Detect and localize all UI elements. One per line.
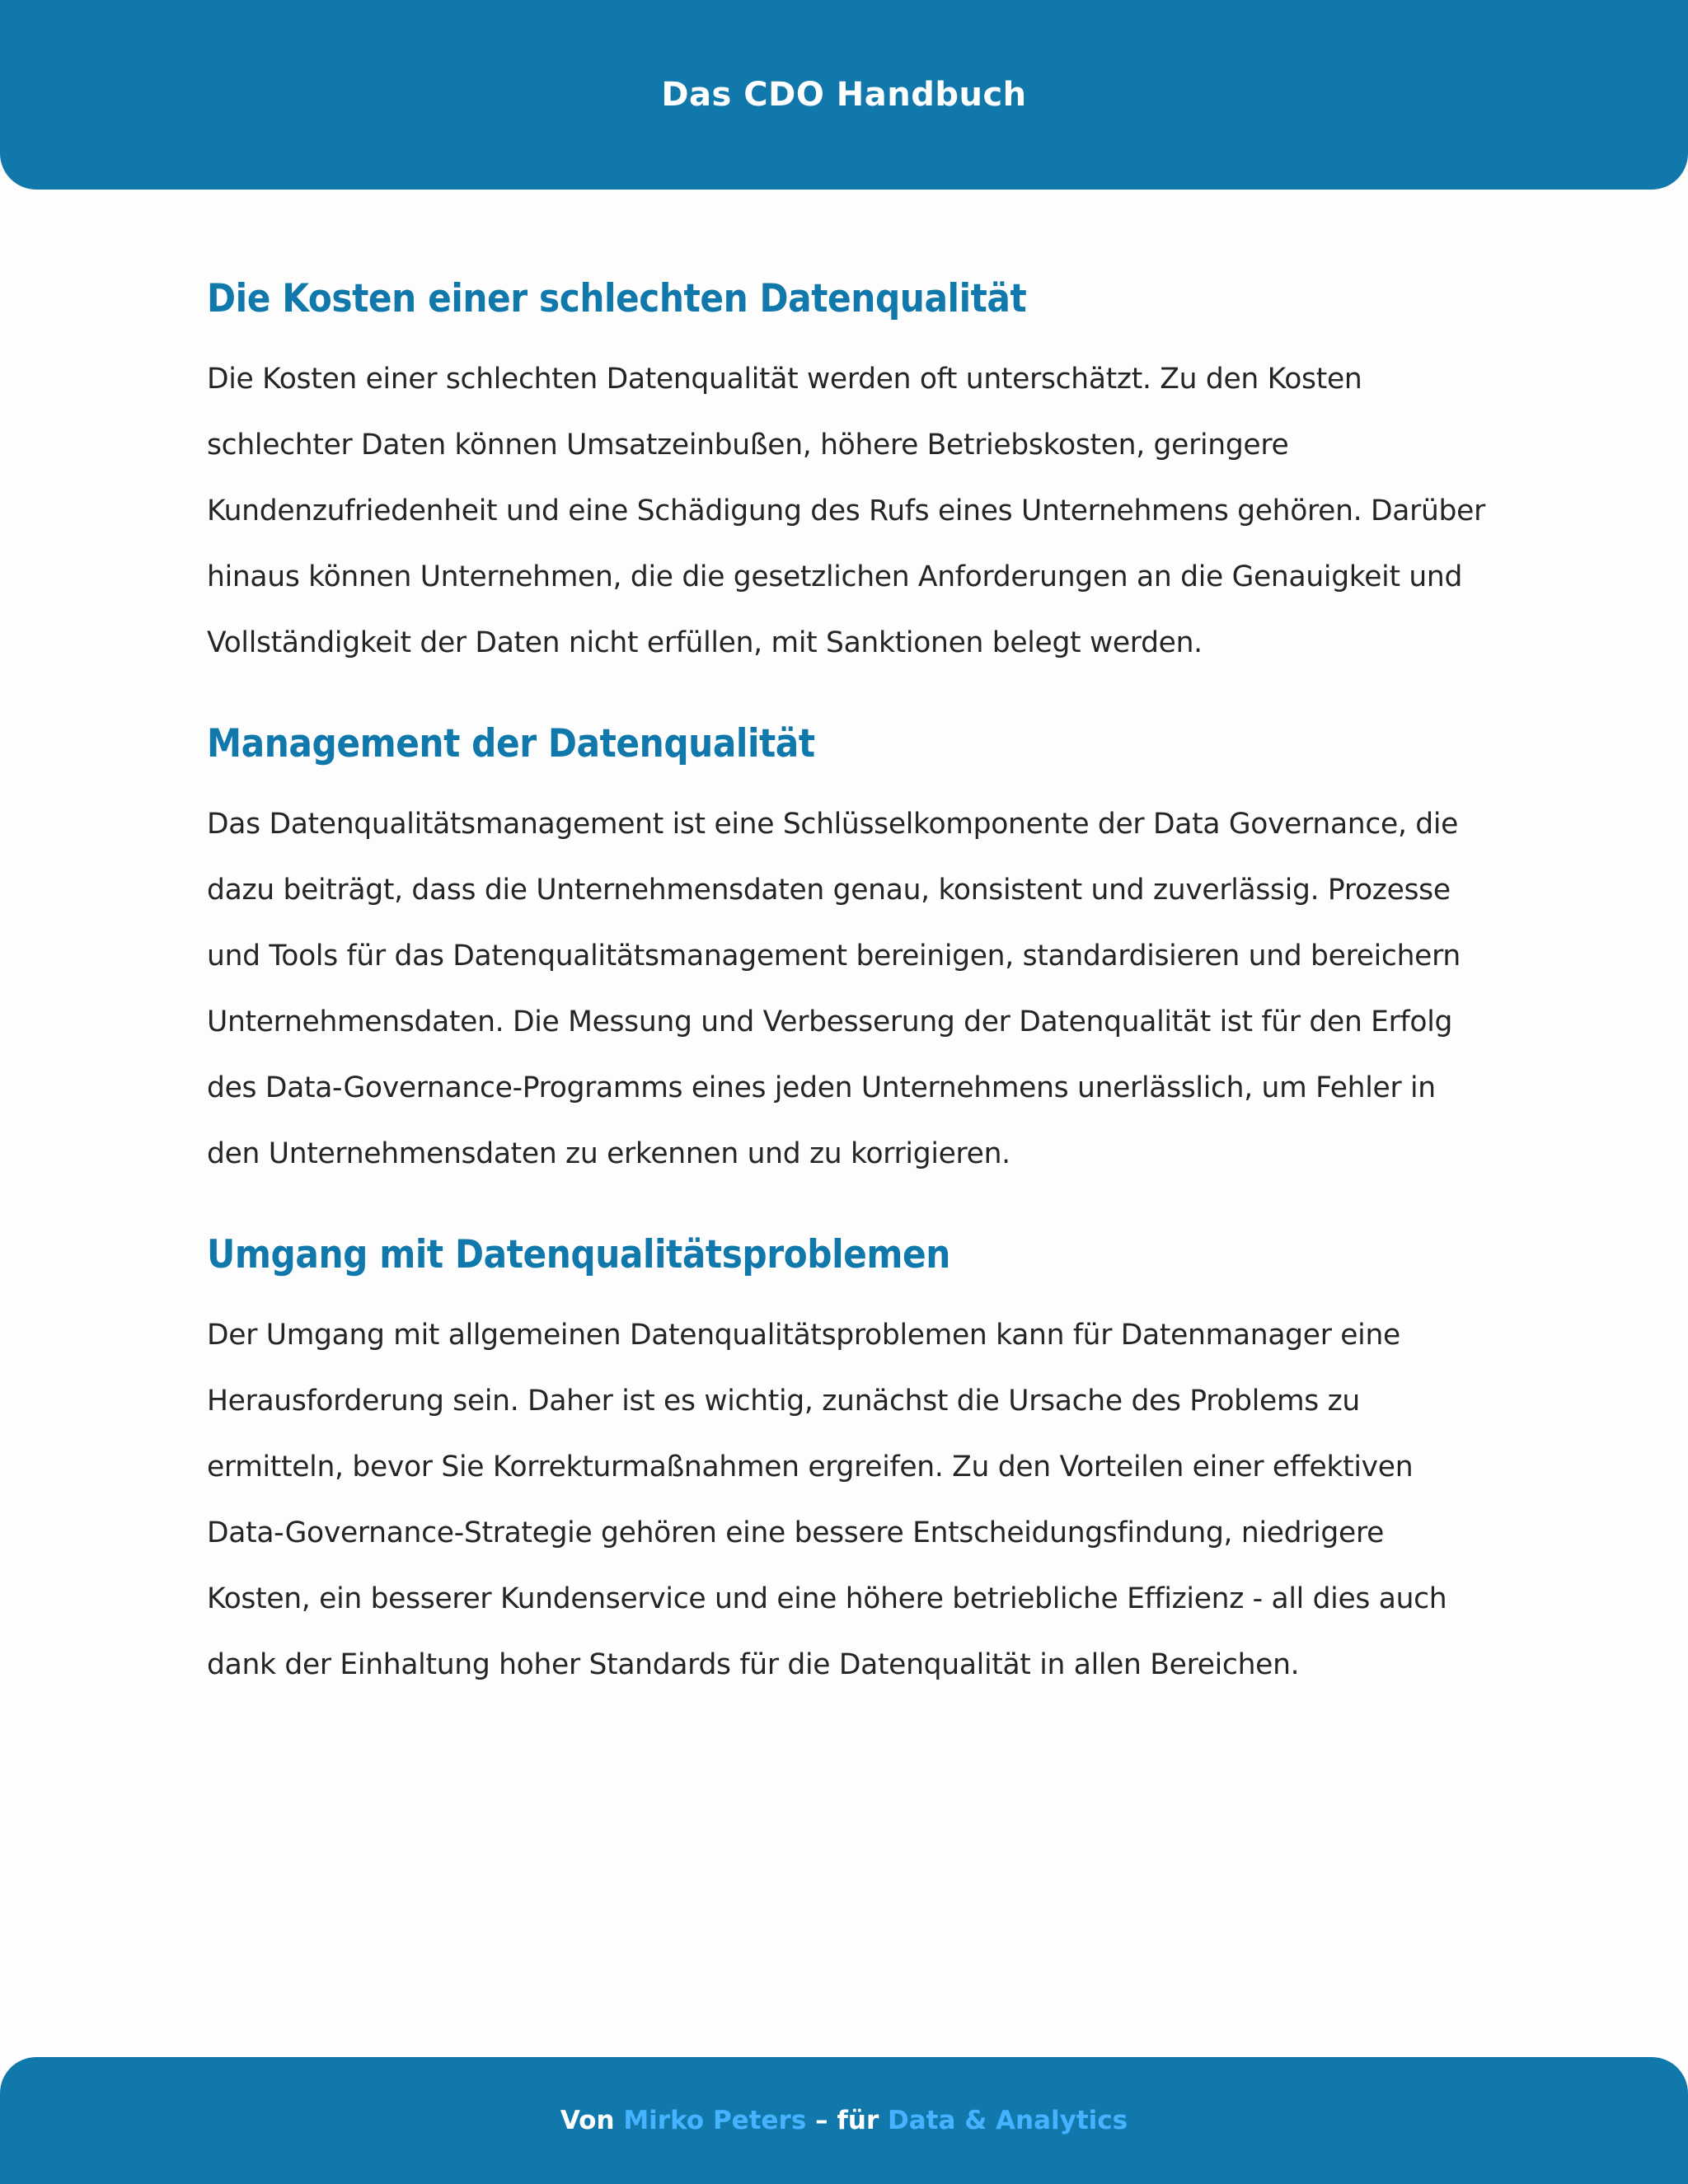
organization-name: Data & Analytics bbox=[888, 2106, 1128, 2135]
credit-prefix: Von bbox=[560, 2106, 615, 2135]
section-kosten-schlechter-datenqualitaet bbox=[207, 262, 1493, 676]
section-heading: Die Kosten einer schlechten Datenqualität bbox=[207, 276, 1027, 321]
author-name: Mirko Peters bbox=[623, 2106, 807, 2135]
section-paragraph: Das Datenqualitätsmanagement ist eine Schlüsselkomponente der Data Governance, die dazu beiträgt, dass die Unternehmensdaten genau, konsistent und zuverlässig. Prozesse und Tools für das Datenqualitätsmanagement bereinigen, standardisieren und bereichern Unternehmensdaten. Die Messung und Verbesserung der Datenqualität ist für den Erfolg des Data-Governance-Programms eines jeden Unternehmens unerlässlich, um Fehler in den Unternehmensdaten zu erkennen und zu korrigieren. bbox=[207, 808, 1461, 1170]
credit-separator: – für bbox=[815, 2106, 879, 2135]
author-credit bbox=[560, 2106, 1128, 2135]
section-paragraph: Die Kosten einer schlechten Datenqualität werden oft unterschätzt. Zu den Kosten schlechter Daten können Umsatzeinbußen, höhere Betriebskosten, geringere Kundenzufriedenheit und eine Schädigung des Rufs eines Unternehmens gehören. Darüber hinaus können Unternehmen, die die gesetzlichen Anforderungen an die Genauigkeit und Vollständigkeit der Daten nicht erfüllen, mit Sanktionen belegt werden. bbox=[207, 363, 1485, 659]
section-management-datenqualitaet bbox=[207, 707, 1493, 1187]
document-title: Das CDO Handbuch bbox=[661, 76, 1027, 114]
section-umgang-datenqualitaetsproblemen bbox=[207, 1218, 1493, 1698]
document-content bbox=[207, 262, 1493, 1729]
section-paragraph: Der Umgang mit allgemeinen Datenqualitätsproblemen kann für Datenmanager eine Herausforderung sein. Daher ist es wichtig, zunächst die Ursache des Problems zu ermitteln, bevor Sie Korrekturmaßnahmen ergreifen. Zu den Vorteilen einer effektiven Data-Governance-Strategie gehören eine bessere Entscheidungsfindung, niedrigere Kosten, ein besserer Kundenservice und eine höhere betriebliche Effizienz - all dies auch dank der Einhaltung hoher Standards für die Datenqualität in allen Bereichen. bbox=[207, 1319, 1447, 1681]
page-footer bbox=[0, 2057, 1688, 2184]
section-heading: Umgang mit Datenqualitätsproblemen bbox=[207, 1232, 950, 1277]
section-heading: Management der Datenqualität bbox=[207, 721, 815, 766]
page-header bbox=[0, 0, 1688, 190]
